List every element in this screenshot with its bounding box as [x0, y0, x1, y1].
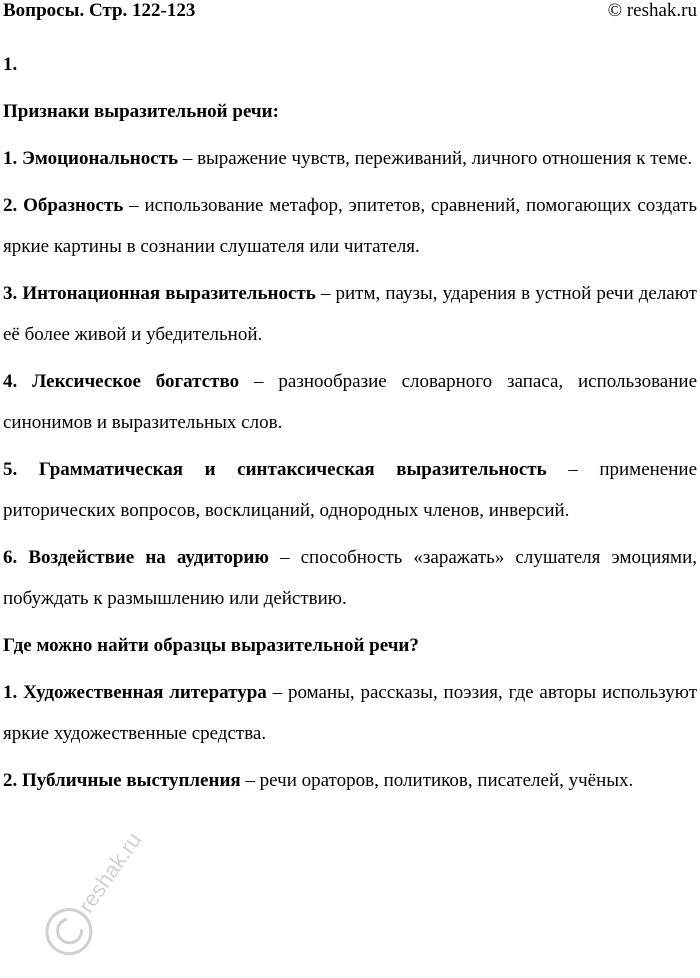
feature-term: 5. Грамматическая и синтаксическая выразительность — [3, 459, 547, 480]
feature-text: – способность «заражать» слушателя эмоциями, побуждать к размышлению или действию. — [3, 547, 697, 609]
feature-item — [3, 361, 697, 443]
source-item — [3, 672, 697, 754]
page-title: Вопросы. Стр. 122-123 — [3, 0, 196, 21]
feature-item — [3, 185, 697, 267]
feature-term: 2. Образность — [3, 195, 124, 216]
feature-text: – применение риторических вопросов, восклицаний, однородных членов, инверсий. — [3, 459, 697, 521]
source-term: 2. Публичные выступления — [3, 770, 241, 791]
copyright-icon — [38, 901, 99, 962]
feature-text: – ритм, паузы, ударения в устной речи делают её более живой и убедительной. — [3, 283, 697, 345]
source-text: – речи ораторов, политиков, писателей, учёных. — [240, 770, 634, 791]
feature-item — [3, 537, 697, 619]
feature-text: – выражение чувств, переживаний, личного отношения к теме. — [178, 148, 693, 169]
page-header — [3, 0, 697, 22]
source-term: 1. Художественная литература — [3, 682, 267, 703]
feature-item — [3, 449, 697, 531]
feature-term: 4. Лексическое богатство — [3, 371, 240, 392]
copyright-text: © reshak.ru — [607, 0, 697, 21]
section-heading-sources: Где можно найти образцы выразительной речи? — [3, 635, 419, 656]
feature-item — [3, 138, 697, 179]
feature-text: – использование метафор, эпитетов, сравнений, помогающих создать яркие картины в сознании слушателя или читателя. — [3, 195, 697, 257]
source-item — [3, 760, 697, 801]
reshak-watermark — [14, 828, 164, 978]
document-body — [3, 44, 697, 801]
feature-term: 6. Воздействие на аудиторию — [3, 547, 269, 568]
feature-item — [3, 273, 697, 355]
feature-text: – разнообразие словарного запаса, использование синонимов и выразительных слов. — [3, 371, 697, 433]
feature-term: 1. Эмоциональность — [3, 148, 179, 169]
source-text: – романы, рассказы, поэзия, где авторы используют яркие художественные средства. — [3, 682, 697, 744]
watermark-text: reshak.ru — [73, 828, 147, 918]
section-heading-features: Признаки выразительной речи: — [3, 101, 279, 122]
question-number: 1. — [3, 54, 18, 75]
feature-term: 3. Интонационная выразительность — [3, 283, 316, 304]
